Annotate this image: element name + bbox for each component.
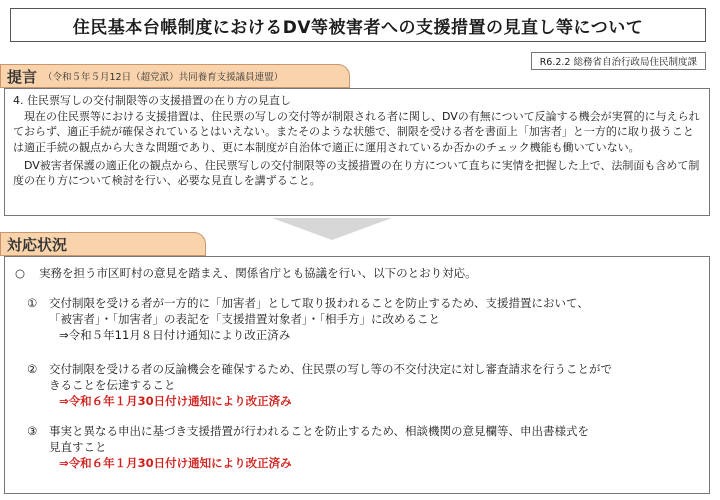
date-tag: R6.2.2 総務省自治行政局住民制度課 bbox=[531, 52, 706, 70]
response-item-1 bbox=[5, 295, 705, 343]
proposal-tab bbox=[0, 64, 350, 88]
response-label: 対応状況 bbox=[7, 235, 68, 254]
response-box bbox=[4, 256, 710, 494]
page-title-box bbox=[10, 8, 706, 42]
proposal-heading: 4. 住民票写しの交付制限等の支援措置の在り方の見直し bbox=[13, 94, 291, 107]
item-result: ⇒令和６年１月30日付け通知により改正済み bbox=[59, 456, 292, 470]
item-number: ② bbox=[27, 362, 38, 376]
response-tab bbox=[0, 232, 206, 256]
proposal-paragraph-2: DV被害者保護の適正化の観点から、住民票写しの交付制限等の支援措置の在り方について直ちに実情を把握した上で、法制面も含めて制度の在り方について検討を行い、必要な見直しを講ずること。 bbox=[13, 158, 700, 188]
item-result: ⇒令和５年11月８日付け通知により改正済み bbox=[59, 328, 291, 342]
page-title: 住民基本台帳制度におけるDV等被害者への支援措置の見直し等について bbox=[72, 17, 644, 38]
item-line-2: 「被害者」・「加害者」の表記を「支援措置対象者」・「相手方」に改めること bbox=[49, 312, 440, 326]
item-line-1: 交付制限を受ける者が一方的に「加害者」として取り扱われることを防止するため、支援措置において、 bbox=[49, 296, 589, 310]
circle-bullet-icon: ○ bbox=[15, 266, 26, 280]
item-line-1: 事実と異なる申出に基づき支援措置が行われることを防止するため、相談機関の意見欄等、申出書様式を bbox=[49, 424, 590, 438]
down-arrow-icon bbox=[272, 218, 392, 240]
item-result: ⇒令和６年１月30日付け通知により改正済み bbox=[59, 394, 292, 408]
item-number: ③ bbox=[27, 424, 38, 438]
proposal-label: 提言 bbox=[7, 67, 38, 86]
response-item-3 bbox=[5, 423, 705, 471]
proposal-paragraph-1: 現在の住民票等における支援措置は、住民票の写しの交付等が制限される者に関し、DVの有無について反論する機会が実質的に与えられておらず、適正手続が確保されているとはいえない。またそのような状態で、制限を受ける者を書面上「加害者」と一方的に取り扱うことは適正手続の観点から大きな問題であり、更に本制度が自治体で適正に運用されているか否かのチェック機能も働いていない。 bbox=[13, 110, 700, 154]
item-line-1: 交付制限を受ける者の反論機会を確保するため、住民票の写し等の不交付決定に対し審査請求を行うことがで bbox=[49, 362, 613, 376]
item-line-2: きることを伝達すること bbox=[49, 378, 176, 392]
response-intro-text: 実務を担う市区町村の意見を踏まえ、関係省庁とも協議を行い、以下のとおり対応。 bbox=[39, 266, 477, 280]
item-number: ① bbox=[27, 296, 38, 310]
response-item-2 bbox=[5, 361, 705, 409]
proposal-source: （令和５年５月12日（超党派）共同養育支援議員連盟） bbox=[43, 72, 284, 83]
item-line-2: 見直すこと bbox=[49, 440, 107, 454]
proposal-box bbox=[4, 88, 710, 216]
response-intro bbox=[15, 265, 477, 281]
